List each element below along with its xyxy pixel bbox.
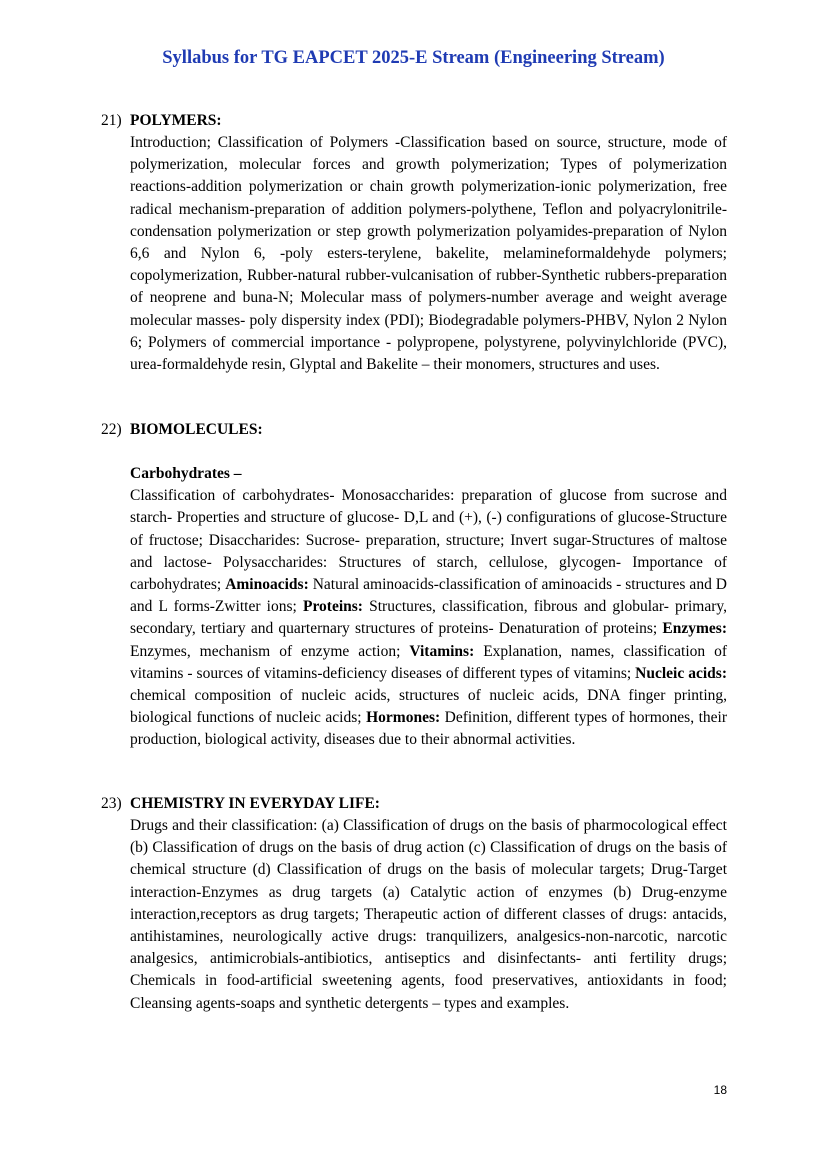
- body-text: Classification of carbohydrates- Monosaccharides: preparation of glucose from sucrose and starch- Properties and structure of glucose- D,L and (+), (-) configurations of glucose-Structure of fructose; Disaccharides: Sucrose- preparation, structure; Invert sugar-Structures of maltose and lactose- Polysaccharides: Structures of starch, cellulose, glycogen- Importance of carbohydrates;: [130, 487, 727, 594]
- section-heading: [101, 419, 727, 441]
- section-body: [130, 485, 727, 751]
- term-vitamins: Vitamins:: [409, 642, 475, 660]
- section-biomolecules: [101, 419, 727, 752]
- term-proteins: Proteins:: [302, 598, 363, 616]
- body-text: Explanation, names, classification of vitamins - sources of vitamins-deficiency diseases of different types of vitamins;: [130, 642, 727, 682]
- subheading-carbohydrates: [130, 463, 727, 485]
- section-heading: [101, 793, 727, 815]
- section-title: CHEMISTRY IN EVERYDAY LIFE:: [130, 795, 380, 812]
- carbohydrates-label: Carbohydrates –: [130, 465, 242, 482]
- section-heading: [101, 110, 727, 132]
- page-header-title: Syllabus for TG EAPCET 2025-E Stream (Engineering Stream): [162, 48, 665, 68]
- term-nucleic-acids: Nucleic acids:: [635, 664, 727, 682]
- section-chemistry-everyday-life: [101, 793, 727, 1015]
- section-number: 23): [101, 795, 122, 812]
- term-hormones: Hormones:: [366, 709, 441, 727]
- section-polymers: [101, 110, 727, 376]
- page-number: 18: [713, 1083, 727, 1097]
- section-number: 22): [101, 421, 122, 438]
- body-text: Enzymes, mechanism of enzyme action;: [130, 642, 410, 660]
- body-text: Structures, classification, fibrous and globular- primary, secondary, tertiary and quarternary structures of proteins- Denaturation of proteins;: [130, 598, 727, 638]
- body-text: chemical composition of nucleic acids, structures of nucleic acids, DNA finger printing, biological functions of nucleic acids;: [130, 687, 727, 727]
- section-title: POLYMERS:: [130, 112, 222, 129]
- body-text: Natural aminoacids-classification of aminoacids - structures and D and L forms-Zwitter ions;: [130, 576, 727, 616]
- term-enzymes: Enzymes:: [662, 620, 727, 638]
- body-text: Definition, different types of hormones, their production, biological activity, diseases due to their abnormal activities.: [130, 709, 727, 749]
- section-body: Introduction; Classification of Polymers -Classification based on source, structure, mode of polymerization, molecular forces and growth polymerization; Types of polymerization reactions-addition polymerization or chain growth polymerization-ionic polymerization, free radical mechanism-preparation of addition polymers-polythene, Teflon and polyacrylonitrile-condensation polymerization or step growth polymerization polyamides-preparation of Nylon 6,6 and Nylon 6, -poly esters-terylene, bakelite, melamineformaldehyde polymers; copolymerization, Rubber-natural rubber-vulcanisation of rubber-Synthetic rubbers-preparation of neoprene and buna-N; Molecular mass of polymers-number average and weight average molecular masses- poly dispersity index (PDI); Biodegradable polymers-PHBV, Nylon 2 Nylon 6; Polymers of commercial importance - polypropene, polystyrene, polyvinylchloride (PVC), urea-formaldehyde resin, Glyptal and Bakelite – their monomers, structures and uses.: [130, 134, 727, 374]
- term-aminoacids: Aminoacids:: [225, 576, 309, 594]
- section-body: Drugs and their classification: (a) Classification of drugs on the basis of pharmocological effect (b) Classification of drugs on the basis of drug action (c) Classification of drugs on the basis of chemical structure (d) Classification of drugs on the basis of molecular targets; Drug-Target interaction-Enzymes as drug targets (a) Catalytic action of enzymes (b) Drug-enzyme interaction,receptors as drug targets; Therapeutic action of different classes of drugs: antacids, antihistamines, neurologically active drugs: tranquilizers, analgesics-non-narcotic, narcotic analgesics, antimicrobials-antibiotics, antiseptics and disinfectants- anti fertility drugs; Chemicals in food-artificial sweetening agents, food preservatives, antioxidants in food; Cleansing agents-soaps and synthetic detergents – types and examples.: [130, 817, 727, 1012]
- section-title: BIOMOLECULES:: [130, 421, 263, 438]
- section-number: 21): [101, 112, 122, 129]
